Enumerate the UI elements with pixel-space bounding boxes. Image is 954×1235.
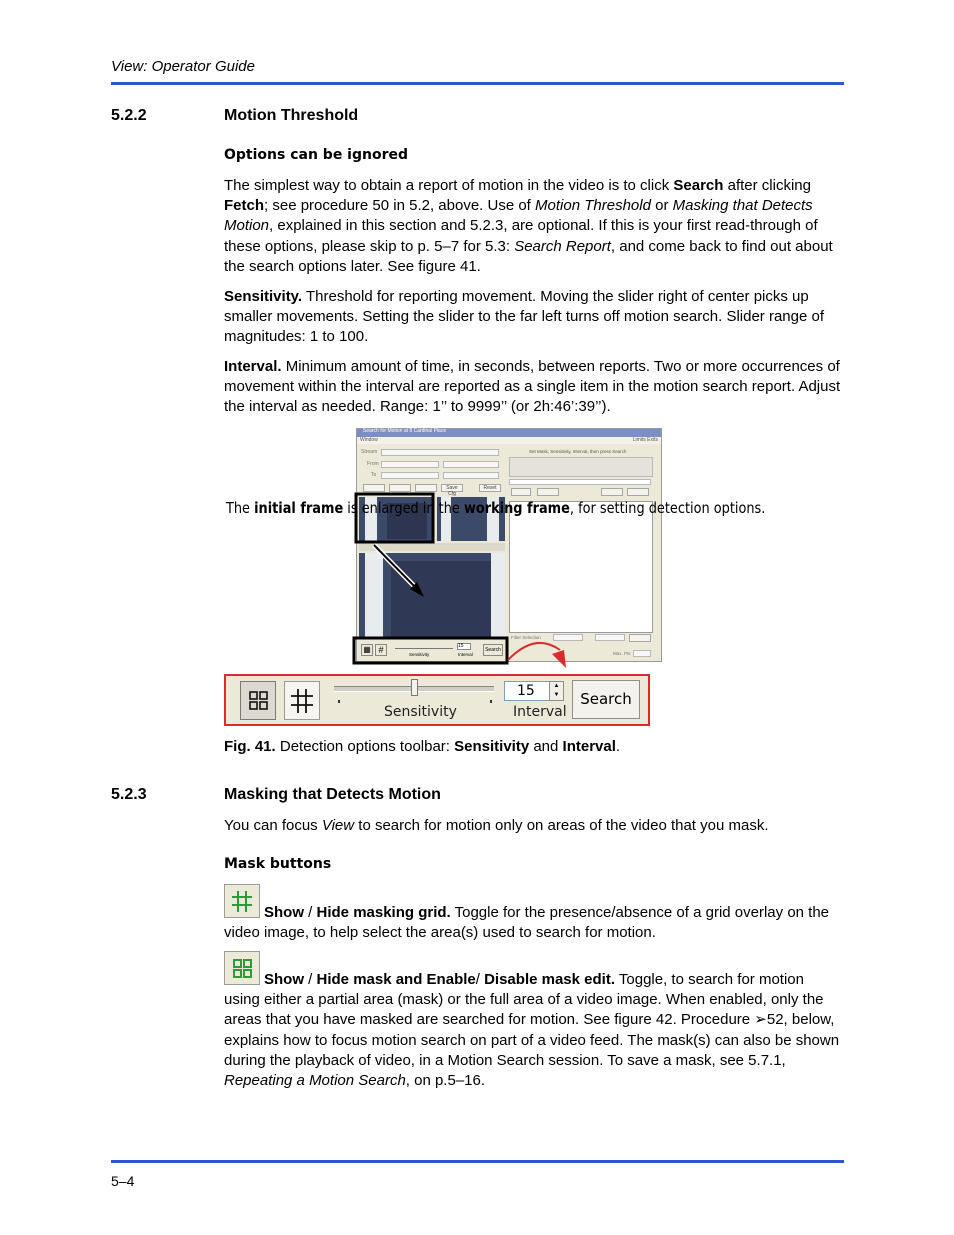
text-run: , on p.5–16. — [405, 1072, 486, 1090]
text-run: Hide mask and Enable — [316, 971, 476, 988]
text-run: Threshold for reporting movement. Moving the slider right of center picks up smaller movements. Setting the slider to the far left turns off motion search. Slider range of magnitudes: 1 to 100. — [224, 288, 825, 346]
text-run: and — [529, 738, 563, 755]
mask-toggle-button — [240, 681, 276, 720]
section-title-523: Masking that Detects Motion — [224, 786, 441, 803]
sensitivity-label: Sensitivity — [384, 704, 457, 720]
label-to: To — [371, 472, 377, 478]
text-run: The simplest way to obtain a report of motion in the video is to click — [224, 177, 674, 194]
mini-interval-field: 15 — [457, 643, 471, 650]
label-from: From — [367, 461, 379, 467]
text-run: Toggle, to search for motion using either a partial area (mask) or the full area of a video image. When enabled, only the areas that you have masked are searched for motion. See figure 42. Procedure ➢52, below, explains how to focus motion search on part of a video feed. The mask(s) can also be shown during the playback of video, in a Motion Search session. To save a mask, see 5.7.1, — [224, 971, 840, 1069]
text-run: Toggle for the presence/absence of a grid overlay on the video image, to help select the area(s) used to search for motion. — [224, 904, 830, 942]
figure-callout — [226, 498, 766, 519]
subheading-mask-buttons: Mask buttons — [224, 856, 332, 872]
page-number: 5–4 — [111, 1173, 135, 1189]
label-max: Max. Pts — [613, 651, 631, 656]
text-run: / — [304, 971, 317, 988]
mask-item-edit — [224, 970, 844, 1091]
arrow-to-working-frame — [374, 545, 418, 590]
text-run: Show — [264, 904, 304, 921]
sensitivity-slider-thumb — [411, 679, 418, 696]
label-filter: Filter Selection — [511, 635, 541, 640]
save-cfg-button: Save Cfg — [441, 484, 463, 492]
text-run: Interval — [562, 738, 616, 755]
window-title: Search for Motion at 8 Cardinal Place — [363, 428, 447, 434]
text-run: , explained in this section and 5.2.3, are optional. If this is your first read-through of these options, please skip to p. 5–7 for 5.3: — [224, 217, 818, 255]
text-run: You can focus — [224, 817, 322, 834]
label-stream: Stream — [361, 449, 378, 455]
text-run: Search Report — [514, 237, 611, 255]
text-run: Hide masking grid. — [316, 904, 451, 921]
text-run: Fetch — [224, 197, 265, 215]
grid-icon — [285, 682, 319, 719]
paragraph-intro — [224, 816, 844, 836]
text-run: Interval. — [224, 358, 282, 375]
text-run: The — [226, 499, 255, 517]
section-number-523: 5.2.3 — [111, 786, 147, 803]
text-run: Disable mask edit. — [484, 971, 615, 988]
section-title: Motion Threshold — [224, 107, 359, 124]
search-button: Search — [572, 680, 640, 719]
interval-label: Interval — [513, 704, 567, 720]
text-run: Sensitivity. — [224, 288, 303, 305]
text-run: after clicking — [723, 177, 811, 194]
mini-interval-label: Interval — [458, 652, 473, 657]
interval-spinner: ▲ ▼ — [549, 681, 564, 701]
mask-item-grid — [224, 903, 844, 943]
text-run: Detection options toolbar: — [275, 738, 455, 755]
text-run: to search for motion only on areas of the video that you mask. — [354, 817, 769, 834]
mini-sensitivity-label: Sensitivity — [409, 652, 430, 657]
red-arrow-head — [552, 650, 566, 668]
mini-grid-icon: # — [375, 644, 387, 656]
text-run: Show — [264, 971, 304, 988]
text-run: initial frame — [254, 499, 344, 517]
text-run: Masking that Detects Motion — [224, 197, 813, 235]
text-run: Search — [673, 177, 724, 194]
mini-search-button: Search — [483, 644, 503, 656]
text-run: View — [321, 817, 355, 834]
text-run: or — [650, 197, 673, 215]
text-run: / — [475, 971, 485, 988]
menu-window: Window — [360, 437, 378, 443]
text-run: Sensitivity — [454, 738, 530, 755]
text-run: is enlarged in the — [343, 499, 464, 517]
text-run: . — [615, 738, 621, 755]
grid-toggle-button — [284, 681, 320, 720]
subheading: Options can be ignored — [224, 147, 409, 163]
text-run: ; see procedure 50 in 5.2, above. Use of — [264, 197, 536, 215]
search-hint: Set Mask, Sensitivity, Interval, then press Search — [529, 449, 627, 454]
text-run: working frame — [463, 499, 570, 517]
toolbar-highlight — [354, 638, 507, 663]
detection-options-toolbar — [224, 674, 650, 726]
text-run: , and come back to find out about the search options later. See figure 41. — [224, 237, 833, 275]
running-header: View: Operator Guide — [111, 58, 255, 75]
red-curve-arrow — [508, 643, 560, 660]
text-run: Repeating a Motion Search — [224, 1072, 406, 1090]
text-run: Motion Threshold — [535, 197, 651, 215]
text-run: / — [304, 904, 317, 921]
interval-field: 15 — [504, 681, 550, 701]
text-run: , for setting detection options. — [569, 499, 766, 517]
mini-mask-icon: ▦ — [361, 644, 373, 656]
figure-caption — [224, 738, 620, 755]
menu-right: Limits Exits — [632, 437, 658, 443]
section-number: 5.2.2 — [111, 107, 147, 124]
text-run: Minimum amount of time, in seconds, between reports. Two or more occurrences of movement within the interval are reported as a single item in the motion search report. Adjust the interval as needed. Range: 1’’ to 9999’’ (or 2h:46’:39’’). — [224, 358, 841, 416]
mask-icon — [241, 682, 275, 719]
footer-rule — [111, 1160, 844, 1163]
reset-button: Reset — [479, 484, 501, 492]
text-run: Fig. 41. — [224, 738, 276, 755]
